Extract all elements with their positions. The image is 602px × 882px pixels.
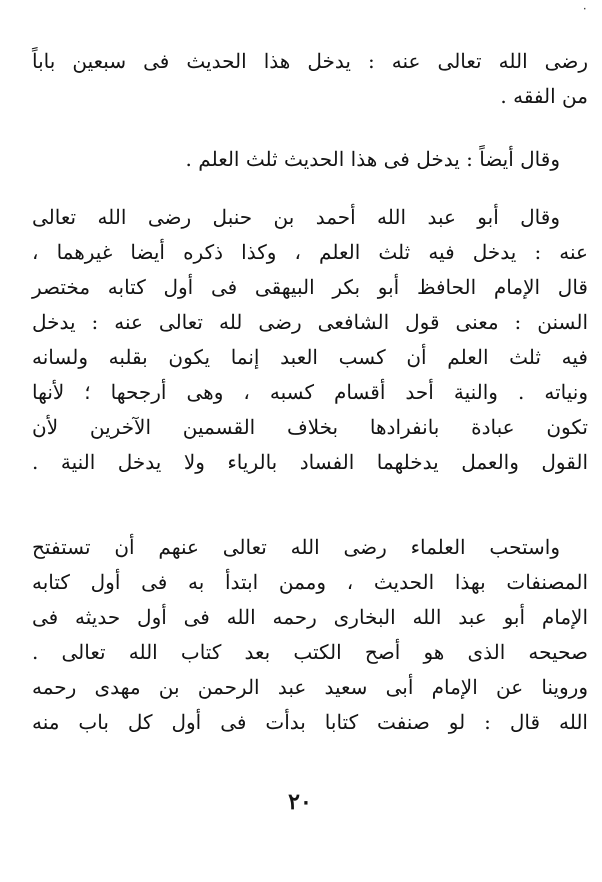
text-line: الإمام أبو عبد الله البخارى رحمه الله فى أول حديثه فى: [32, 605, 588, 629]
paragraph-2: [32, 142, 588, 177]
text-line: وروينا عن الإمام أبى سعيد عبد الرحمن بن مهدى رحمه: [32, 675, 588, 699]
text-line: عنه : يدخل فيه ثلث العلم ، وكذا ذكره أيضا غيرهما ،: [32, 240, 588, 264]
text-line: ونياته . والنية أحد أقسام كسبه ، وهى أرجحها ؛ لأنها: [32, 380, 588, 404]
corner-mark: ٠: [581, 1, 588, 15]
text-line: من الفقه .: [500, 84, 588, 108]
paragraph-1: [32, 44, 588, 114]
text-line: السنن : معنى قول الشافعى رضى لله تعالى عنه : يدخل: [32, 310, 588, 334]
text-line: تكون عبادة بانفرادها بخلاف القسمين الآخرين لأن: [32, 415, 588, 439]
text-line: صحيحه الذى هو أصح الكتب بعد كتاب الله تعالى .: [32, 640, 588, 664]
text-line: المصنفات بهذا الحديث ، وممن ابتدأ به فى أول كتابه: [32, 570, 588, 594]
text-line: الله قال : لو صنفت كتابا بدأت فى أول كل باب منه: [32, 710, 588, 734]
text-line: رضى الله تعالى عنه : يدخل هذا الحديث فى سبعين باباً: [32, 49, 588, 73]
text-line: وقال أبو عبد الله أحمد بن حنبل رضى الله تعالى: [32, 205, 560, 229]
text-line: القول والعمل يدخلهما الفساد بالرياء ولا يدخل النية .: [32, 450, 588, 474]
text-line: وقال أيضاً : يدخل فى هذا الحديث ثلث العلم .: [185, 147, 560, 171]
page-number: ٢٠: [288, 789, 312, 815]
text-line: فيه ثلث العلم أن كسب العبد إنما يكون بقلبه ولسانه: [32, 345, 588, 369]
paragraph-3: [32, 200, 588, 480]
paragraph-4: [32, 530, 588, 740]
text-line: قال الإمام الحافظ أبو بكر البيهقى فى أول كتابه مختصر: [32, 275, 588, 299]
text-line: واستحب العلماء رضى الله تعالى عنهم أن تستفتح: [32, 535, 560, 559]
